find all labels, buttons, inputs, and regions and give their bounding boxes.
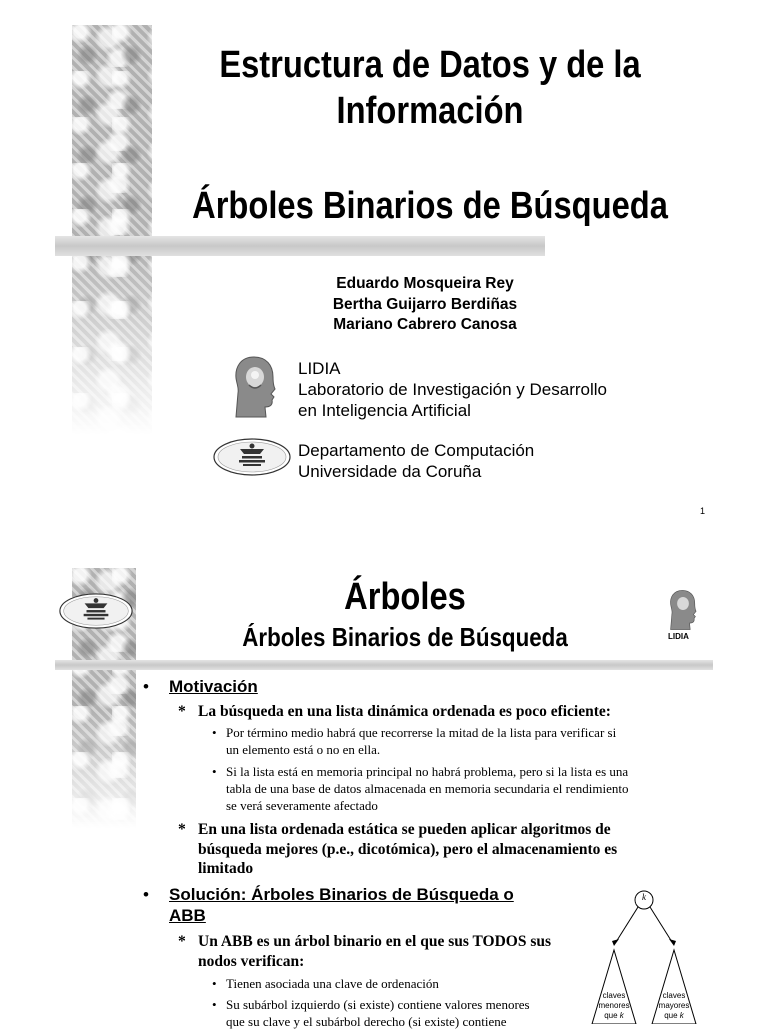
department-name: Departamento de Computación [298, 441, 535, 460]
bst-label-line: que k [604, 1011, 624, 1020]
detail-line: Por término medio habrá que recorrerse la mitad de la lista para verificar si [226, 725, 617, 740]
detail-line: Si la lista está en memoria principal no habrá problema, pero si la lista es una [226, 764, 629, 779]
lab-full-name-line-1: Laboratorio de Investigación y Desarrollo [298, 380, 608, 399]
bst-label-line: menores [598, 1001, 630, 1010]
detail-line: que su clave y el subárbol derecho (si existe) contiene [226, 1014, 507, 1029]
detail-line: tabla de una base de datos almacenada en memoria secundaria el rendimiento [226, 781, 629, 796]
university-logo-icon [212, 437, 292, 477]
author-name: Mariano Cabrero Canosa [333, 316, 517, 333]
slide-1-title [172, 42, 688, 134]
lab-short-name: LIDIA [298, 359, 341, 378]
lab-info [298, 358, 607, 421]
slide-1-subtitle: Árboles Binarios de Búsqueda [192, 185, 668, 227]
sub-point-line: nodos verifican: [198, 952, 305, 970]
title-line-1: Estructura de Datos y de la [219, 44, 641, 86]
bst-label-line: claves [662, 991, 686, 1000]
bullet-label-line: Solución: Árboles Binarios de Búsqueda o [169, 885, 514, 904]
sub-point-line: Un ABB es un árbol binario en el que sus TODOS sus [198, 933, 552, 950]
title-line-2: Información [336, 90, 524, 132]
slide-2-subtitle: Árboles Binarios de Búsqueda [242, 622, 568, 652]
detail-text [226, 724, 616, 758]
bst-label-line: que k [664, 1011, 684, 1020]
bullet-solucion [169, 884, 514, 926]
bullet-motivacion [169, 676, 258, 697]
detail-line: Su subárbol izquierdo (si existe) contiene valores menores [226, 997, 530, 1012]
marble-strip-decoration [72, 25, 152, 435]
dot-marker: • [212, 725, 217, 740]
bst-left-subtree-label [590, 991, 638, 1021]
header-divider-bar [55, 660, 713, 670]
bst-right-subtree-label [650, 991, 698, 1021]
dot-marker: • [212, 764, 217, 779]
university-logo-icon [58, 592, 134, 630]
sub-point-text: La búsqueda en una lista dinámica ordenada es poco eficiente: [198, 703, 611, 720]
sub-point-text [198, 932, 551, 971]
bst-root-label: k [642, 892, 646, 902]
page-number: 1 [700, 506, 706, 516]
star-marker: * [178, 933, 186, 950]
bullet-label-line: ABB [169, 906, 206, 925]
detail-text [226, 996, 530, 1030]
lab-full-name-line-2: en Inteligencia Artificial [298, 401, 471, 420]
sub-point-text [198, 820, 617, 879]
author-name: Eduardo Mosqueira Rey [336, 275, 514, 292]
slide-2-title: Árboles [344, 576, 466, 618]
bst-label-line: mayores [658, 1001, 690, 1010]
star-marker: * [178, 703, 186, 720]
bst-diagram [588, 884, 700, 1024]
dot-marker: • [212, 976, 217, 991]
detail-line: un elemento está o no en ella. [226, 742, 381, 757]
bullet-marker: • [143, 677, 149, 696]
star-marker: * [178, 821, 186, 838]
sub-point-line: limitado [198, 860, 254, 877]
detail-text [226, 763, 628, 814]
lidia-head-logo-icon [668, 589, 698, 631]
author-name: Bertha Guijarro Berdiñas [332, 295, 518, 313]
sub-point-line: En una lista ordenada estática se pueden aplicar algoritmos de [198, 821, 611, 838]
department-info [298, 440, 534, 482]
sub-point-line: búsqueda mejores (p.e., dicotómica), pero el almacenamiento es [198, 840, 618, 858]
detail-text: Tienen asociada una clave de ordenación [226, 976, 439, 991]
bullet-label: Motivación [169, 677, 258, 696]
lidia-logo-label: LIDIA [668, 632, 689, 641]
university-name: Universidade da Coruña [298, 462, 482, 481]
author-list [260, 274, 590, 336]
detail-line: se verá severamente afectado [226, 798, 378, 813]
header-divider-bar [55, 236, 545, 256]
lidia-head-logo-icon [232, 355, 278, 419]
dot-marker: • [212, 997, 217, 1012]
bst-label-line: claves [602, 991, 626, 1000]
bullet-marker: • [143, 885, 149, 904]
